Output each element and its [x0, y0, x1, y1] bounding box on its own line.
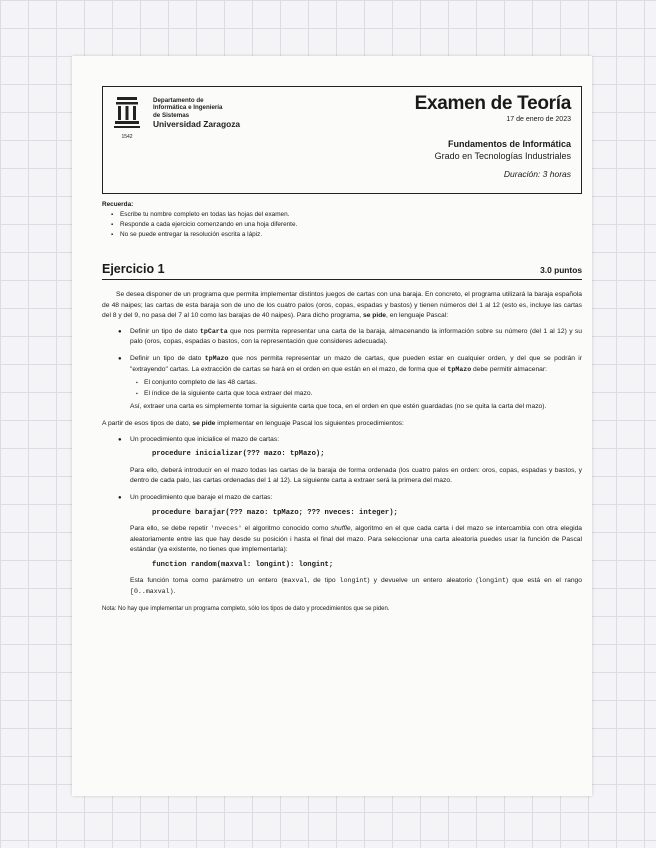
mazo-contents-list	[130, 378, 582, 399]
procedures-list	[102, 435, 582, 598]
procedure-label: Un procedimiento que baraje el mazo de cartas:	[130, 493, 273, 501]
list-item	[130, 493, 582, 598]
exam-duration: Duración: 3 horas	[503, 169, 571, 179]
degree-name: Grado en Tecnologías Industriales	[434, 151, 571, 161]
type-definitions-list	[102, 327, 582, 413]
sub-item: ▪ El índice de la siguiente carta que toca extraer del mazo.	[144, 389, 582, 400]
extract-note: Así, extraer una carta es simplemente tomar la siguiente carta que toca, en el orden en que estén guardadas (no se quita la carta del mazo).	[130, 403, 547, 411]
logo-year: 1542	[121, 134, 133, 140]
dept-line: Informática e Ingeniería	[153, 104, 223, 112]
dept-line: Departamento de	[153, 97, 204, 104]
procedure-signature: procedure barajar(??? mazo: tpMazo; ??? nveces: integer);	[152, 508, 398, 517]
exam-date: 17 de enero de 2023	[506, 116, 571, 123]
function-signature: function random(maxval: longint): longint;	[152, 560, 334, 569]
department-block	[153, 97, 240, 129]
university-logo	[113, 95, 141, 141]
final-note: Nota: No hay que implementar un programa completo, sólo los tipos de dato y procedimientos que se piden.	[102, 605, 390, 612]
procedures-intro: A partir de esos tipos de dato, se pide implementar en lenguaje Pascal los siguientes procedimientos:	[102, 419, 404, 427]
function-description: Esta función toma como parámetro un entero (maxval, de tipo longint) y devuelve un entero aleatorio (longint) que está en el rango [0..maxval).	[130, 577, 582, 596]
list-item: ● Definir un tipo de dato tpMazo que nos permita representar un mazo de cartas, que pueden estar en cualquier orden, y del que se podrán ir "extrayendo" cartas. La extracción de cartas se hará en el orden en que están en el mazo, de forma que el tpMazo debe permitir almacenar: ▪ El conjunto completo de las 48 cartas. ▪ El índice de la siguiente carta que toca extraer del mazo. Así, extraer una carta es simplemente tomar la siguiente carta que toca, en el orden en que estén guardadas (no se quita la carta del mazo).	[130, 354, 582, 413]
intro-paragraph: Se desea disponer de un programa que permita implementar distintos juegos de cartas con una baraja. En concreto, el programa utilizará la baraja española de 48 naipes; las cartas de esta baraja son de uno de los cuatro palos (oros, copas, espadas y bastos) y tienen números del 1 al 12 (esto es, incluye las cartas del 8 y del 9, no pasa del 7 al 10 como las barajas de 40 naipes). Para dicho programa, se pide, en lenguaje Pascal:	[102, 291, 582, 320]
dept-line: de Sistemas	[153, 111, 190, 119]
reminder-item: ▪ Escribe tu nombre completo en todas las hojas del examen.	[120, 210, 582, 220]
exercise-points: 3.0 puntos	[540, 265, 582, 275]
exam-header	[102, 86, 582, 194]
list-item: ● Definir un tipo de dato tpCarta que nos permita representar una carta de la baraja, almacenando la información sobre su número (del 1 al 12) y su palo (oros, copas, espadas o bastos, con la representación que consideres adecuada).	[130, 327, 582, 348]
procedure-label: Un procedimiento que inicialice el mazo de cartas:	[130, 435, 280, 443]
course-name: Fundamentos de Informática	[447, 139, 571, 149]
university-name: Universidad Zaragoza	[153, 119, 241, 130]
reminders-label: Recuerda:	[102, 201, 134, 208]
reminder-item: ▪ Responde a cada ejercicio comenzando en una hoja diferente.	[120, 220, 582, 230]
exercise-title: Ejercicio 1	[102, 262, 165, 276]
procedure-signature: procedure inicializar(??? mazo: tpMazo);	[152, 450, 325, 459]
exercise-heading	[102, 262, 582, 280]
list-item	[130, 435, 582, 487]
reminders	[102, 200, 582, 240]
exam-title: Examen de Teoría	[414, 93, 571, 114]
procedure-description: Para ello, se debe repetir 'nveces' el algoritmo conocido como shuffle, algoritmo en el que cada carta i del mazo se intercambia con otra elegida aleatoriamente entre las que hay desde su posición i hasta el final del mazo. Para seleccionar una carta aleatoria puedes usar la función de Pascal estándar (ya existente, no tienes que implementarla):	[130, 525, 583, 554]
procedure-description: Para ello, deberá introducir en el mazo todas las cartas de la baraja de forma ordenada (los cuatro palos en orden: oros, copas, espadas y bastos, y dentro de cada palo, las cartas ordenadas del 1 al 12). La siguiente carta a extraer será la primera del mazo.	[130, 466, 582, 485]
reminder-item: ▪ No se puede entregar la resolución escrita a lápiz.	[120, 230, 582, 240]
sub-item: ▪ El conjunto completo de las 48 cartas.	[144, 378, 582, 389]
exercise-body	[102, 290, 582, 614]
exam-page	[72, 56, 592, 796]
